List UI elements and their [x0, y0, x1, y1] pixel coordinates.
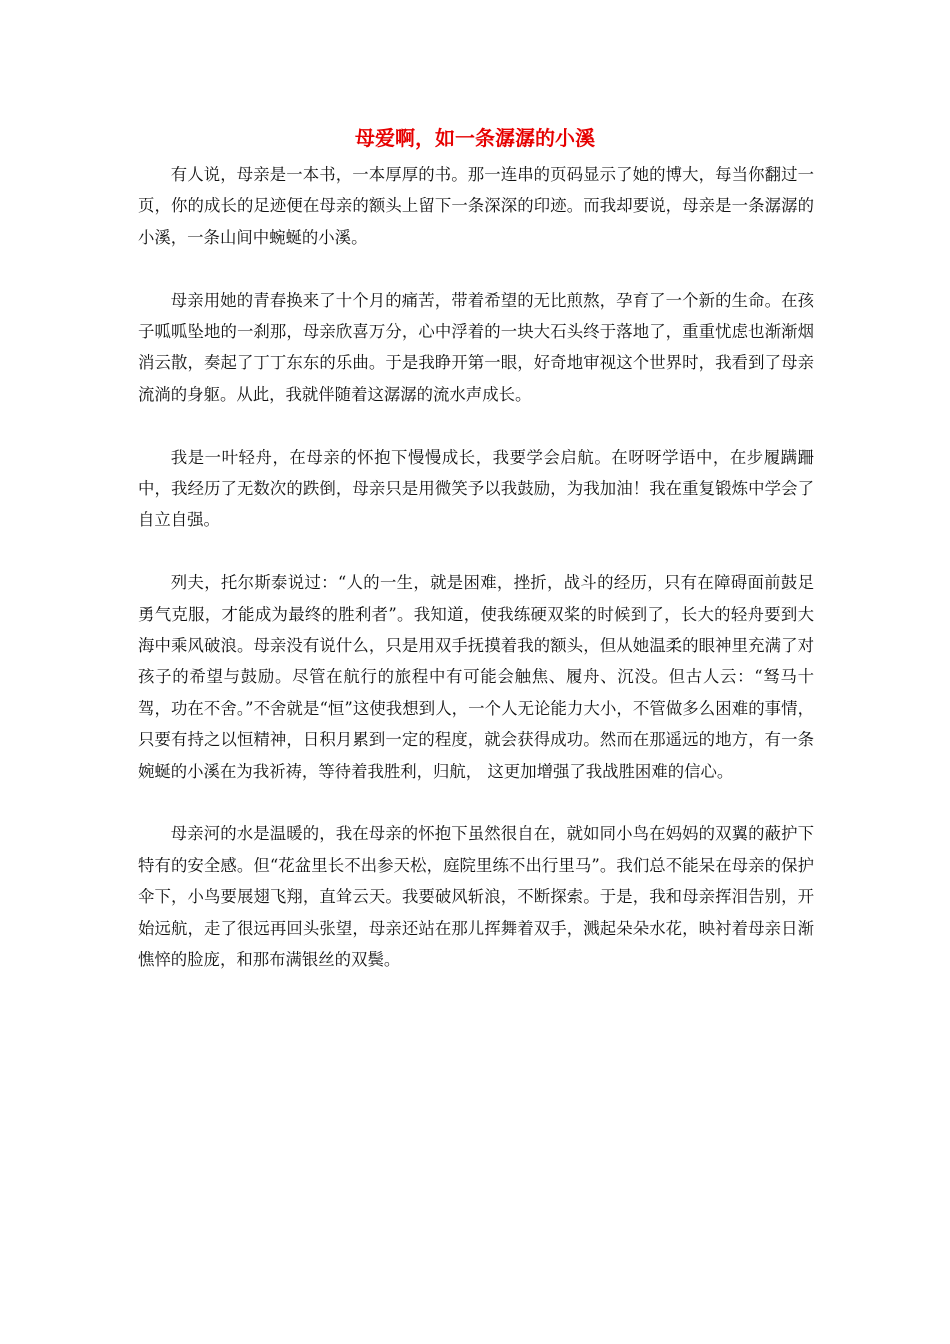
document-body: [138, 159, 814, 1007]
paragraph-1: 有人说，母亲是一本书，一本厚厚的书。那一连串的页码显示了她的博大，每当你翻过一页，你的成长的足迹便在母亲的额头上留下一条深深的印迹。而我却要说，母亲是一条潺潺的小溪，一条山间中蜿蜒的小溪。: [138, 165, 814, 247]
paragraph-2: 母亲用她的青春换来了十个月的痛苦，带着希望的无比煎熬，孕育了一个新的生命。在孩子呱呱坠地的一刹那，母亲欣喜万分，心中浮着的一块大石头终于落地了，重重忧虑也渐渐烟消云散，奏起了丁丁东东的乐曲。于是我睁开第一眼，好奇地审视这个世界时，我看到了母亲流淌的身躯。从此，我就伴随着这潺潺的流水声成长。: [138, 290, 814, 404]
paragraph-5: 母亲河的水是温暖的，我在母亲的怀抱下虽然很自在，就如同小鸟在妈妈的双翼的蔽护下特有的安全感。但“花盆里长不出参天松，庭院里练不出行里马”。我们总不能呆在母亲的保护伞下，小鸟要展翅飞翔，直耸云天。我要破风斩浪，不断探索。于是，我和母亲挥泪告别，开始远航，走了很远再回头张望，母亲还站在那儿挥舞着双手，溅起朵朵水花，映衬着母亲日渐憔悴的脸庞，和那布满银丝的双鬓。: [138, 824, 814, 970]
paragraph-4: 列夫，托尔斯泰说过：“人的一生，就是困难，挫折，战斗的经历，只有在障碍面前鼓足勇气克服，才能成为最终的胜利者”。我知道，使我练硬双桨的时候到了，长大的轻舟要到大海中乘风破浪。母亲没有说什么，只是用双手抚摸着我的额头，但从她温柔的眼神里充满了对孩子的希望与鼓励。尽管在航行的旅程中有可能会触焦、履舟、沉没。但古人云：“驽马十驾，功在不舍。”不舍就是“恒”这使我想到人，一个人无论能力大小，不管做多么困难的事情，只要有持之以恒精神，日积月累到一定的程度，就会获得成功。然而在那遥远的地方，有一条婉蜒的小溪在为我祈祷，等待着我胜利，归航， 这更加增强了我战胜困难的信心。: [138, 573, 814, 781]
document-title: 母爱啊，如一条潺潺的小溪: [355, 126, 595, 150]
paragraph-3: 我是一叶轻舟，在母亲的怀抱下慢慢成长，我要学会启航。在呀呀学语中，在步履蹒跚中，我经历了无数次的跌倒，母亲只是用微笑予以我鼓励，为我加油！我在重复锻炼中学会了自立自强。: [138, 447, 814, 530]
